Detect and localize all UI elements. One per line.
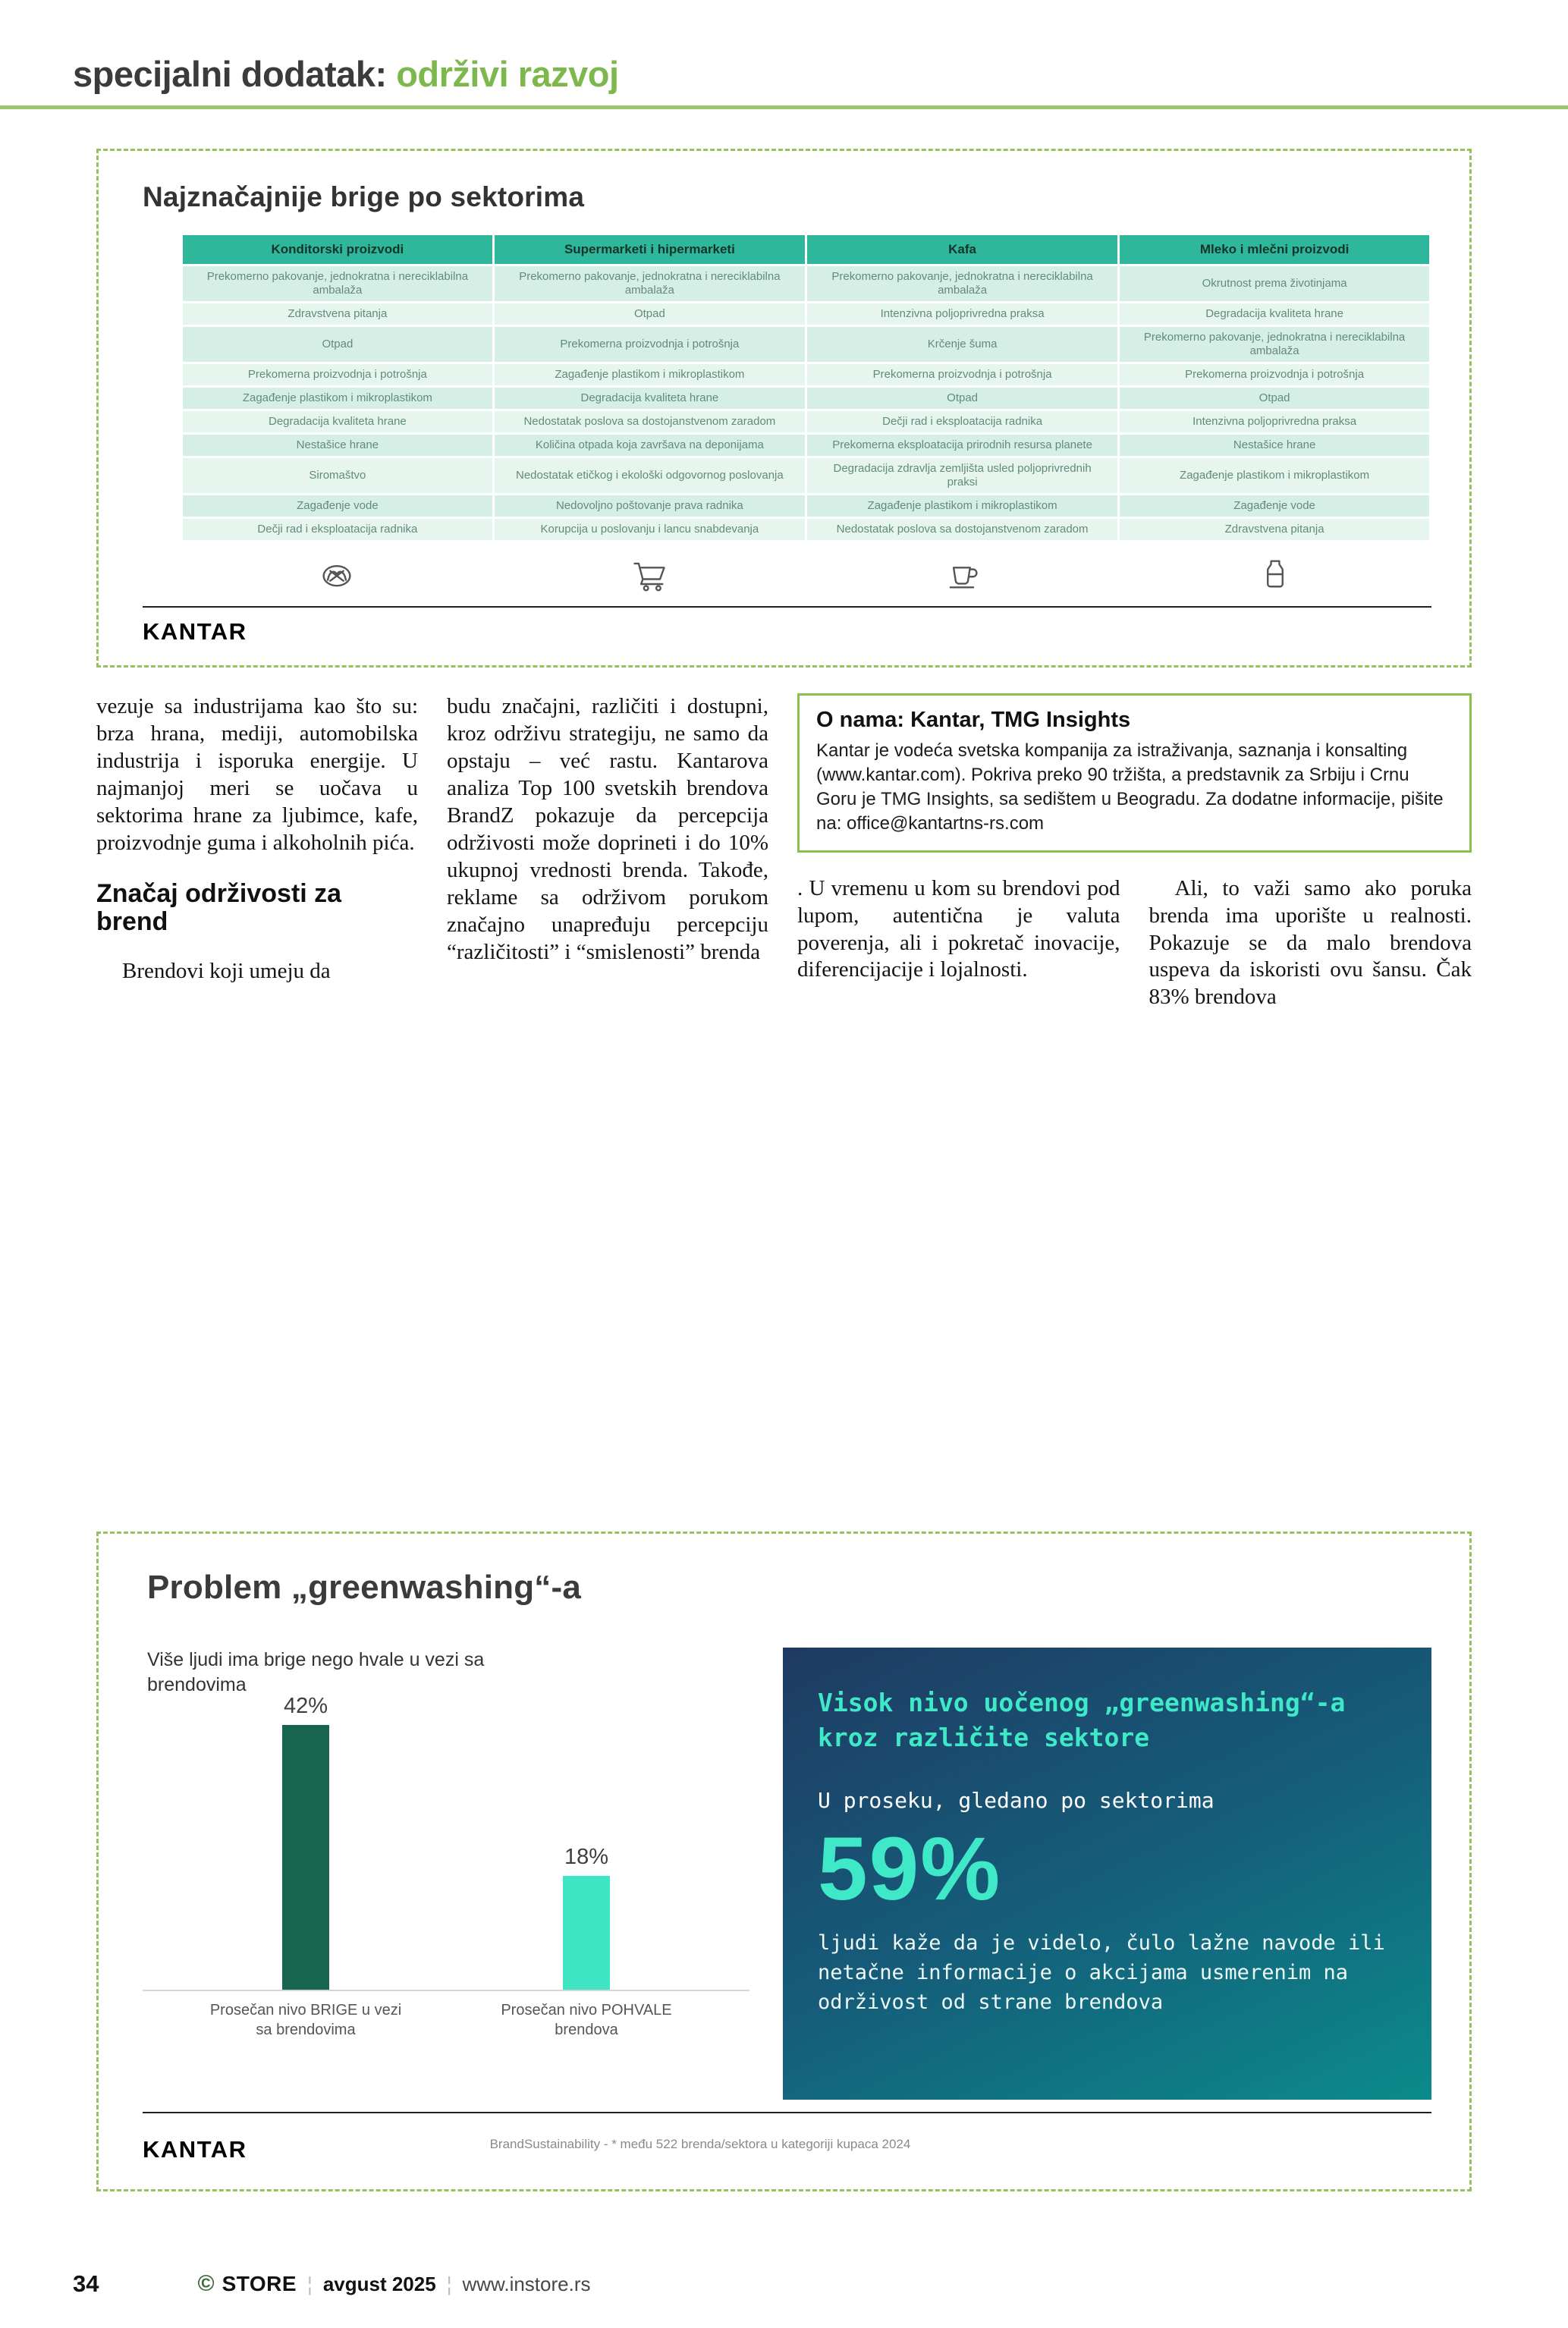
table-cell: Siromaštvo [183,458,492,493]
table-cell: Prekomerno pakovanje, jednokratna i nereciklabilna ambalaža [495,266,805,301]
article-paragraph: Ali, to važi samo ako poruka brenda ima uporište u realnosti. Pokazuje se da malo brendova uspeva da iskoristi ovu šansu. Čak 83% brendova [1149,875,1472,1010]
table-cell: Prekomerna proizvodnja i potrošnja [495,327,805,362]
table-cell: Zagađenje plastikom i mikroplastikom [495,364,805,385]
table-cell: Degradacija kvaliteta hrane [183,411,492,432]
table-row [183,266,1429,301]
shopping-cart-icon [493,555,806,594]
table-cell: Degradacija zdravlja zemljišta usled poljoprivrednih praksi [807,458,1117,493]
table-cell: Degradacija kvaliteta hrane [495,388,805,409]
sector-table [181,233,1431,542]
footer-separator: ¦ [307,2272,313,2295]
table-row [183,435,1429,456]
table-cell: Okrutnost prema životinjama [1120,266,1429,301]
bar-category-label: Prosečan nivo BRIGE u vezi sa brendovima [209,2002,402,2038]
table-cell: Nestašice hrane [1120,435,1429,456]
sector-concerns-box [96,149,1472,668]
table-row [183,364,1429,385]
table-cell: Zdravstvena pitanja [183,303,492,325]
table-row [183,303,1429,325]
page-footer [73,2270,1495,2298]
bar [563,1876,610,1990]
article-paragraph: vezuje sa industrijama kao što su: brza hrana, mediji, automobilska industrija i isporuka energije. U najmanjoj meri se uočava u sektorima hrane za ljubimce, kafe, proizvodnje guma i alkoholnih pića. [96,694,418,855]
divider-rule [143,606,1431,608]
chart-plot-area [143,1694,749,1991]
bar-group [446,1845,727,1990]
column-header-supermarkets: Supermarketi i hipermarketi [495,235,805,264]
table-cell: Nedostatak etičkog i ekološki odgovornog poslovanja [495,458,805,493]
header-rule [0,105,1568,109]
footer-brand: STORE [222,2272,297,2295]
table-cell: Korupcija u poslovanju i lancu snabdevanja [495,519,805,540]
greenwashing-content [143,1648,1431,2100]
milk-jug-icon [1119,555,1431,594]
column-header-confectionery: Konditorski proizvodi [183,235,492,264]
table-cell: Krčenje šuma [807,327,1117,362]
copyright-icon: © [197,2271,215,2296]
article [96,693,1472,1076]
page-title-prefix: specijalni dodatak: [73,54,397,94]
kantar-logo: KANTAR [143,2136,247,2163]
article-paragraph: budu značajni, različiti i dostupni, kroz održivu strategiju, ne samo da opstaju – već rastu. Kantarova analiza Top 100 svetskih brendova BrandZ pokazuje da percepcija održivosti može doprineti i do 10% ukupnoj vrednosti brenda. Takođe, reklame sa održivom porukom značajno unapređuju percepciju “različitosti” i “smislenosti” brenda [447,694,768,964]
table-cell: Prekomerna proizvodnja i potrošnja [807,364,1117,385]
table-row [183,495,1429,517]
table-cell: Prekomerna proizvodnja i potrošnja [1120,364,1429,385]
table-cell: Zagađenje plastikom i mikroplastikom [183,388,492,409]
table-row [183,519,1429,540]
column-header-dairy: Mleko i mlečni proizvodi [1120,235,1429,264]
table-cell: Prekomerno pakovanje, jednokratna i nereciklabilna ambalaža [1120,327,1429,362]
table-cell: Nestašice hrane [183,435,492,456]
greenwashing-box [96,1532,1472,2191]
coffee-cup-icon [806,555,1119,594]
article-column-2 [447,693,768,1076]
table-cell: Otpad [807,388,1117,409]
table-header-row [183,235,1429,264]
panel-stat-caption: ljudi kaže da je videlo, čulo lažne navode ili netačne informacije o akcijama usmerenim na održivost od strane brendova [818,1931,1385,2015]
greenwashing-title: Problem „greenwashing“-a [147,1569,582,1606]
bar-value-label: 42% [283,1694,328,1718]
table-cell: Prekomerno pakovanje, jednokratna i nereciklabilna ambalaža [183,266,492,301]
page-title-highlight: održivi razvoj [396,54,619,94]
table-cell: Nedostatak poslova sa dostojanstvenom zaradom [495,411,805,432]
sector-table-body [183,266,1429,540]
table-cell: Dečji rad i eksploatacija radnika [183,519,492,540]
table-cell: Intenzivna poljoprivredna praksa [1120,411,1429,432]
chart-category-labels [143,2000,749,2040]
page-number: 34 [73,2270,99,2297]
table-cell: Nedovoljno poštovanje prava radnika [495,495,805,517]
table-row [183,327,1429,362]
article-subcolumns [797,875,1472,1018]
bar-category-label: Prosečan nivo POHVALE brendova [501,2002,672,2038]
sector-table-wrap [181,233,1431,594]
bar-chart [143,1648,749,2100]
article-column-1 [96,693,418,1076]
table-cell: Zagađenje vode [183,495,492,517]
table-cell: Prekomerno pakovanje, jednokratna i nereciklabilna ambalaža [807,266,1117,301]
table-row [183,411,1429,432]
article-paragraph: Brendovi koji umeju da [122,958,331,983]
table-cell: Prekomerna eksploatacija prirodnih resursa planete [807,435,1117,456]
divider-rule [143,2112,1431,2113]
table-cell: Intenzivna poljoprivredna praksa [807,303,1117,325]
table-cell: Količina otpada koja završava na deponijama [495,435,805,456]
table-cell: Nedostatak poslova sa dostojanstvenom zaradom [807,519,1117,540]
about-box-title: O nama: Kantar, TMG Insights [816,708,1131,732]
table-cell: Zagađenje plastikom i mikroplastikom [807,495,1117,517]
footer-website: www.instore.rs [462,2272,591,2295]
panel-stat-value: 59% [818,1819,1002,1920]
table-cell: Zagađenje plastikom i mikroplastikom [1120,458,1429,493]
kantar-logo: KANTAR [143,618,247,645]
bar-value-label: 18% [564,1845,609,1869]
bar [282,1725,329,1990]
sector-icon-row [181,555,1431,594]
table-row [183,388,1429,409]
table-cell: Zdravstvena pitanja [1120,519,1429,540]
footer-separator: ¦ [446,2272,452,2295]
panel-headline: Visok nivo uočenog „greenwashing“-a kroz različite sektore [818,1688,1346,1752]
table-cell: Otpad [1120,388,1429,409]
greenwashing-stat-panel [783,1648,1431,2100]
about-box [797,693,1472,853]
table-row [183,458,1429,493]
article-paragraph: . U vremenu u kom su brendovi pod lupom, autentična je valuta poverenja, ali i pokretač inovacije, diferencijacije i lojalnosti. [797,875,1120,982]
pretzel-icon [181,555,493,594]
article-column-3 [797,693,1472,1076]
about-box-text: Kantar je vodeća svetska kompanija za istraživanja, saznanja i konsalting (www.kantar.com). Pokriva preko 90 tržišta, a predstavnik za Srbiju i Crnu Goru je TMG Insights, sa sedištem u Beogradu. Za dodatne informacije, pišite na: office@kantartns-rs.com [816,740,1444,834]
table-cell: Degradacija kvaliteta hrane [1120,303,1429,325]
table-cell: Otpad [183,327,492,362]
page-title [73,53,1495,95]
table-cell: Otpad [495,303,805,325]
table-cell: Prekomerna proizvodnja i potrošnja [183,364,492,385]
chart-title: Više ljudi ima brige nego hvale u vezi sa brendovima [147,1649,485,1695]
greenwashing-box-footer [143,2125,1431,2163]
column-header-coffee: Kafa [807,235,1117,264]
footer-issue-date: avgust 2025 [322,2272,436,2295]
table-cell: Dečji rad i eksploatacija radnika [807,411,1117,432]
sector-box-title: Najznačajnije brige po sektorima [143,181,585,212]
panel-subtitle: U proseku, gledano po sektorima [818,1788,1214,1814]
bar-group [165,1694,446,1990]
chart-source-note: BrandSustainability - * među 522 brenda/sektora u kategoriji kupaca 2024 [489,2137,911,2151]
article-subheading: Značaj održivosti za brend [96,878,342,937]
page-header [73,53,1495,95]
table-cell: Zagađenje vode [1120,495,1429,517]
